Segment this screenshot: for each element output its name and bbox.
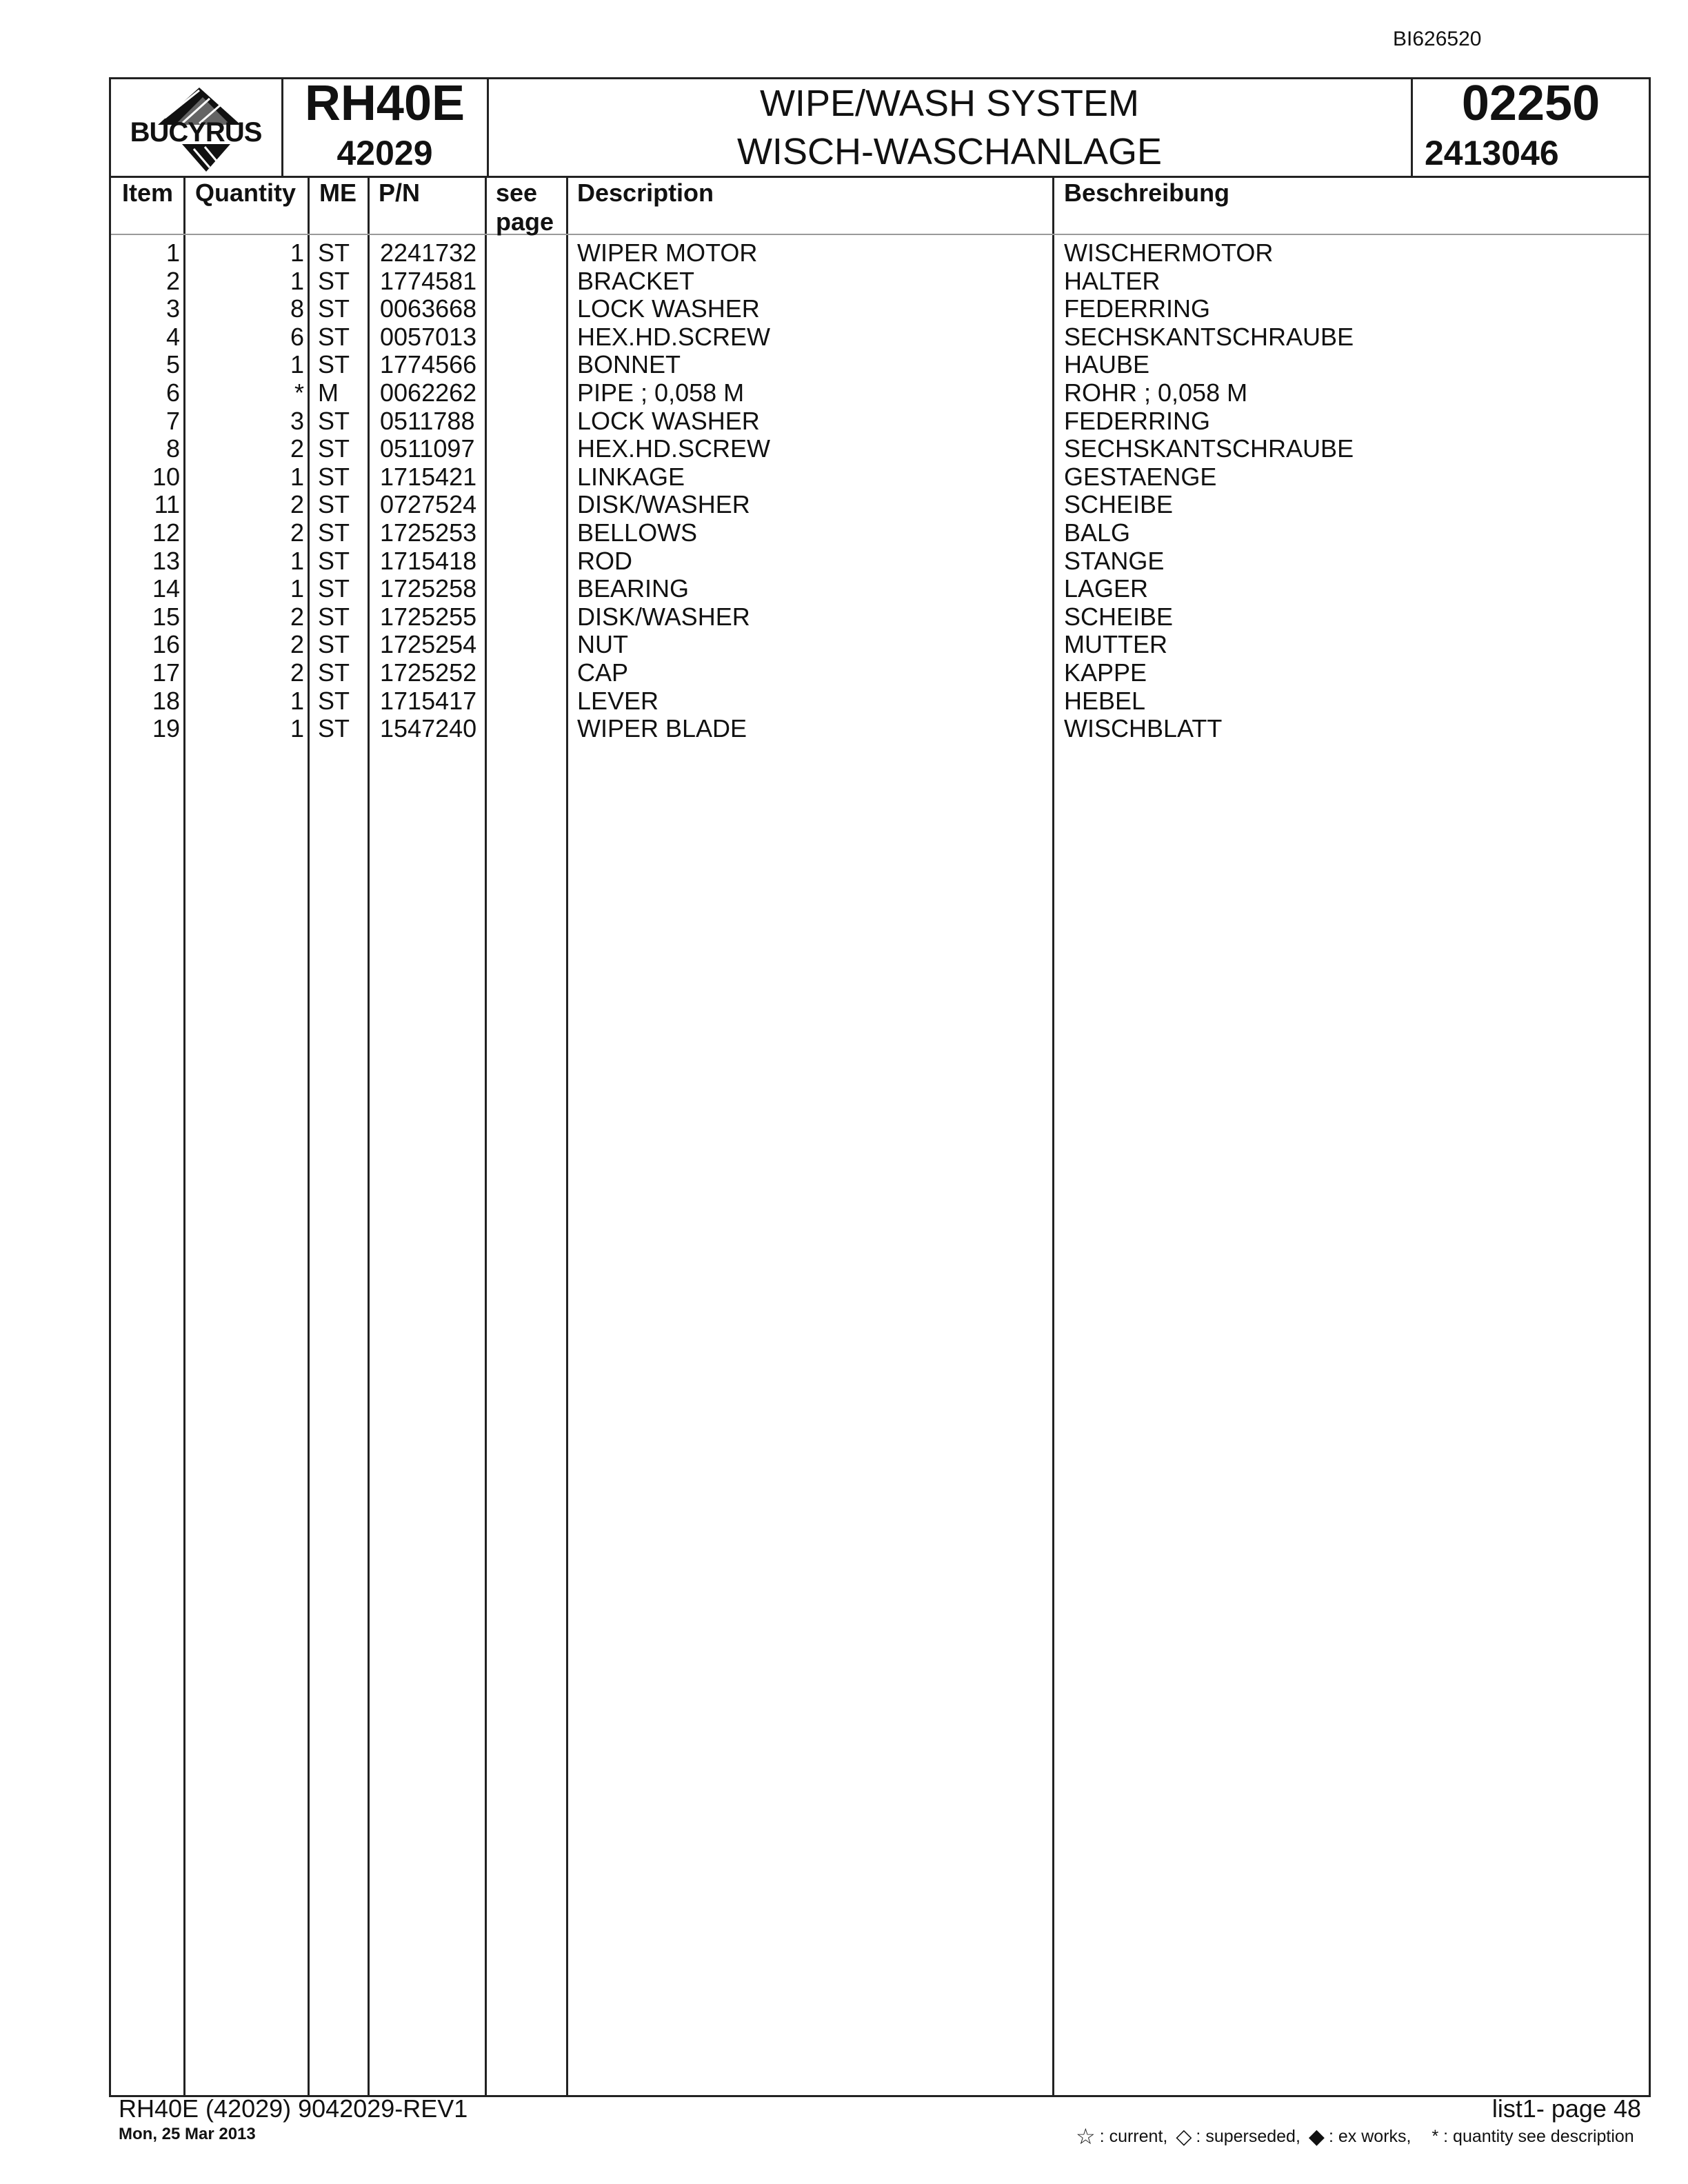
cell-besch: FEDERRING xyxy=(1064,294,1211,323)
table-row xyxy=(111,379,1649,407)
cell-qty: 1 xyxy=(290,574,304,603)
cell-me: ST xyxy=(318,602,350,631)
cell-qty: 1 xyxy=(290,266,304,295)
cell-desc: DISK/WASHER xyxy=(577,602,750,631)
col-header-quantity: Quantity xyxy=(195,179,297,207)
col-header-beschreibung: Beschreibung xyxy=(1064,179,1230,207)
bucyrus-logo-graphic xyxy=(117,83,275,173)
cell-pn: 1774566 xyxy=(380,350,477,379)
cell-pn: 0063668 xyxy=(380,294,477,323)
cell-pn: 1725258 xyxy=(380,574,477,603)
table-row xyxy=(111,659,1649,687)
cell-desc: DISK/WASHER xyxy=(577,490,750,519)
cell-qty: 2 xyxy=(290,630,304,659)
cell-me: ST xyxy=(318,406,350,435)
cell-item: 14 xyxy=(152,574,180,603)
col-header-description: Description xyxy=(577,179,714,207)
cell-item: 4 xyxy=(165,322,180,351)
cell-besch: MUTTER xyxy=(1064,630,1167,659)
cell-me: M xyxy=(318,378,339,407)
table-row xyxy=(111,267,1649,296)
cell-qty: 1 xyxy=(290,350,304,379)
logo-text: BUCYRUS xyxy=(130,117,262,148)
star-outline-icon: ☆ xyxy=(1076,2124,1096,2149)
cell-item: 15 xyxy=(152,602,180,631)
cell-besch: HALTER xyxy=(1064,266,1160,295)
cell-item: 12 xyxy=(152,518,180,547)
cell-qty: 1 xyxy=(290,462,304,491)
cell-desc: BEARING xyxy=(577,574,690,603)
cell-qty: 2 xyxy=(290,434,304,463)
cell-besch: LAGER xyxy=(1064,574,1149,603)
cell-desc: WIPER BLADE xyxy=(577,714,747,743)
cell-desc: BONNET xyxy=(577,350,681,379)
cell-qty: 2 xyxy=(290,518,304,547)
table-row xyxy=(111,239,1649,267)
table-row xyxy=(111,407,1649,436)
cell-item: 11 xyxy=(154,490,180,519)
cell-desc: PIPE ; 0,058 M xyxy=(577,378,745,407)
table-row xyxy=(111,463,1649,492)
document-id: BI626520 xyxy=(1393,28,1482,50)
legend-ex-works: : ex works, xyxy=(1329,2126,1411,2146)
cell-pn: 0057013 xyxy=(380,322,477,351)
title-english: WIPE/WASH SYSTEM xyxy=(759,83,1140,124)
cell-item: 16 xyxy=(152,630,180,659)
cell-pn: 1715417 xyxy=(380,686,477,715)
cell-item: 19 xyxy=(152,714,180,743)
cell-desc: LINKAGE xyxy=(577,462,685,491)
cell-item: 1 xyxy=(165,239,180,267)
cell-desc: LOCK WASHER xyxy=(577,406,760,435)
column-header-rule xyxy=(111,234,1649,235)
cell-pn: 1725253 xyxy=(380,518,477,547)
cell-me: ST xyxy=(318,462,350,491)
cell-besch: BALG xyxy=(1064,518,1131,547)
cell-pn: 0727524 xyxy=(380,490,477,519)
footer-date: Mon, 25 Mar 2013 xyxy=(119,2125,256,2143)
cell-besch: WISCHBLATT xyxy=(1064,714,1223,743)
cell-pn: 1547240 xyxy=(380,714,477,743)
cell-pn: 1774581 xyxy=(380,266,477,295)
cell-besch: HEBEL xyxy=(1064,686,1146,715)
cell-desc: BRACKET xyxy=(577,266,695,295)
cell-desc: LEVER xyxy=(577,686,659,715)
table-row xyxy=(111,491,1649,519)
cell-item: 18 xyxy=(152,686,180,715)
assembly-number: 2413046 xyxy=(1425,134,1559,172)
cell-desc: HEX.HD.SCREW xyxy=(577,322,771,351)
footer-page-number: list1- page 48 xyxy=(1491,2094,1641,2123)
cell-desc: LOCK WASHER xyxy=(577,294,760,323)
model-number: RH40E xyxy=(304,76,465,131)
table-row xyxy=(111,519,1649,547)
legend-quantity-note: * : quantity see description xyxy=(1431,2126,1634,2146)
cell-pn: 0062262 xyxy=(380,378,477,407)
cell-item: 8 xyxy=(165,434,180,463)
cell-me: ST xyxy=(318,322,350,351)
diamond-outline-icon: ◇ xyxy=(1176,2125,1192,2148)
cell-qty: 6 xyxy=(290,322,304,351)
table-row xyxy=(111,715,1649,743)
cell-pn: 1725254 xyxy=(380,630,477,659)
cell-besch: GESTAENGE xyxy=(1064,462,1217,491)
serial-number: 42029 xyxy=(336,134,433,172)
cell-me: ST xyxy=(318,574,350,603)
cell-besch: STANGE xyxy=(1064,546,1165,575)
cell-qty: 1 xyxy=(290,714,304,743)
table-row xyxy=(111,631,1649,659)
cell-item: 17 xyxy=(152,658,180,687)
cell-qty: 8 xyxy=(290,294,304,323)
table-row xyxy=(111,687,1649,716)
table-row xyxy=(111,603,1649,631)
cell-pn: 1725252 xyxy=(380,658,477,687)
legend-superseded: : superseded, xyxy=(1196,2126,1300,2146)
cell-desc: BELLOWS xyxy=(577,518,698,547)
cell-item: 10 xyxy=(152,462,180,491)
cell-qty: 2 xyxy=(290,490,304,519)
col-header-pn: P/N xyxy=(379,179,421,207)
cell-me: ST xyxy=(318,518,350,547)
cell-besch: SCHEIBE xyxy=(1064,490,1174,519)
cell-besch: SECHSKANTSCHRAUBE xyxy=(1064,322,1354,351)
cell-qty: 1 xyxy=(290,546,304,575)
group-number: 02250 xyxy=(1461,76,1600,131)
cell-qty: * xyxy=(294,378,304,407)
cell-me: ST xyxy=(318,350,350,379)
cell-item: 7 xyxy=(165,406,180,435)
cell-qty: 3 xyxy=(290,406,304,435)
cell-qty: 2 xyxy=(290,658,304,687)
cell-me: ST xyxy=(318,266,350,295)
cell-besch: WISCHERMOTOR xyxy=(1064,239,1274,267)
cell-desc: HEX.HD.SCREW xyxy=(577,434,771,463)
cell-desc: CAP xyxy=(577,658,629,687)
cell-qty: 1 xyxy=(290,239,304,267)
cell-me: ST xyxy=(318,658,350,687)
cell-besch: FEDERRING xyxy=(1064,406,1211,435)
col-header-me: ME xyxy=(319,179,356,207)
cell-me: ST xyxy=(318,630,350,659)
cell-pn: 1725255 xyxy=(380,602,477,631)
cell-desc: NUT xyxy=(577,630,628,659)
header-bottom-rule xyxy=(111,176,1649,178)
cell-besch: SECHSKANTSCHRAUBE xyxy=(1064,434,1354,463)
cell-besch: ROHR ; 0,058 M xyxy=(1064,378,1248,407)
cell-pn: 2241732 xyxy=(380,239,477,267)
cell-pn: 1715421 xyxy=(380,462,477,491)
table-row xyxy=(111,323,1649,352)
cell-item: 13 xyxy=(152,546,180,575)
bucyrus-logo xyxy=(117,83,275,173)
cell-me: ST xyxy=(318,434,350,463)
parts-list-frame xyxy=(109,77,1651,2097)
table-row xyxy=(111,547,1649,576)
cell-me: ST xyxy=(318,714,350,743)
cell-item: 6 xyxy=(165,378,180,407)
cell-besch: KAPPE xyxy=(1064,658,1147,687)
legend-current: : current, xyxy=(1099,2126,1168,2146)
cell-pn: 0511788 xyxy=(380,406,475,435)
cell-besch: HAUBE xyxy=(1064,350,1150,379)
cell-me: ST xyxy=(318,686,350,715)
cell-pn: 1715418 xyxy=(380,546,477,575)
cell-item: 5 xyxy=(165,350,180,379)
diamond-filled-icon: ◆ xyxy=(1308,2125,1325,2148)
cell-me: ST xyxy=(318,546,350,575)
cell-me: ST xyxy=(318,490,350,519)
cell-me: ST xyxy=(318,294,350,323)
cell-desc: ROD xyxy=(577,546,632,575)
cell-item: 3 xyxy=(165,294,180,323)
table-row xyxy=(111,575,1649,603)
cell-item: 2 xyxy=(165,266,180,295)
title-german: WISCH-WASCHANLAGE xyxy=(736,131,1163,172)
cell-me: ST xyxy=(318,239,350,267)
cell-desc: WIPER MOTOR xyxy=(577,239,758,267)
table-row xyxy=(111,295,1649,323)
cell-qty: 2 xyxy=(290,602,304,631)
cell-besch: SCHEIBE xyxy=(1064,602,1174,631)
col-header-see-page: see page xyxy=(496,179,554,236)
cell-pn: 0511097 xyxy=(380,434,475,463)
footer-document-ref: RH40E (42029) 9042029-REV1 xyxy=(119,2094,468,2123)
table-row xyxy=(111,435,1649,463)
col-header-item: Item xyxy=(122,179,174,207)
cell-qty: 1 xyxy=(290,686,304,715)
legend xyxy=(1076,2123,1634,2150)
table-row xyxy=(111,351,1649,379)
